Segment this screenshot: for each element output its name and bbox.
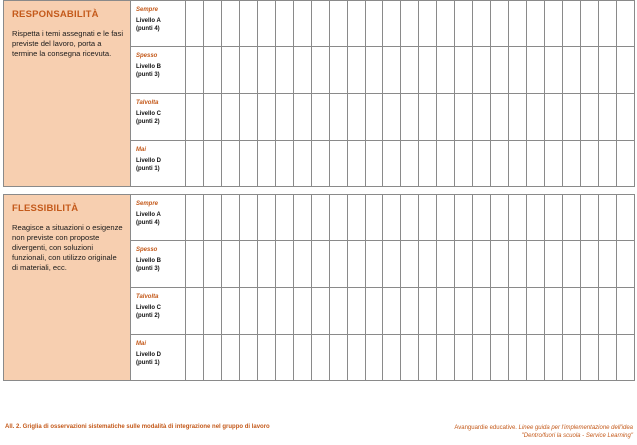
observation-cell[interactable] (455, 141, 473, 187)
observation-cell[interactable] (347, 47, 365, 94)
observation-cell[interactable] (186, 335, 204, 381)
observation-cell[interactable] (509, 288, 527, 335)
observation-cell[interactable] (598, 241, 616, 288)
observation-cell[interactable] (437, 47, 455, 94)
level-name: Livello A (136, 212, 161, 218)
observation-cell[interactable] (221, 94, 239, 141)
observation-cell[interactable] (239, 1, 257, 47)
observation-cell[interactable] (311, 47, 329, 94)
observation-cell[interactable] (186, 241, 204, 288)
observation-cell[interactable] (329, 1, 347, 47)
observation-cell[interactable] (203, 1, 221, 47)
level-points: (punti 2) (136, 313, 160, 319)
observation-cell[interactable] (365, 195, 383, 241)
criterion-description: Rispetta i temi assegnati e le fasi previste del lavoro, porta a termine la consegna ricevuta. (12, 29, 124, 58)
observation-cell[interactable] (221, 47, 239, 94)
observation-cell[interactable] (491, 288, 509, 335)
observation-cell[interactable] (616, 195, 634, 241)
observation-cell[interactable] (239, 141, 257, 187)
observation-cell[interactable] (527, 241, 545, 288)
observation-cell[interactable] (509, 47, 527, 94)
observation-cell[interactable] (545, 195, 563, 241)
observation-cell[interactable] (545, 94, 563, 141)
observation-cell[interactable] (563, 47, 581, 94)
footer-source-subtitle: "Dentro/fuori la scuola - Service Learning" (521, 433, 633, 439)
observation-cell[interactable] (527, 47, 545, 94)
criterion-cell (4, 195, 131, 381)
observation-cell[interactable] (203, 241, 221, 288)
observation-cell[interactable] (239, 195, 257, 241)
observation-cell[interactable] (383, 195, 401, 241)
observation-cell[interactable] (437, 141, 455, 187)
observation-cell[interactable] (186, 1, 204, 47)
observation-cell[interactable] (580, 47, 598, 94)
observation-cell[interactable] (365, 94, 383, 141)
observation-cell[interactable] (401, 94, 419, 141)
observation-cell[interactable] (221, 141, 239, 187)
observation-cell[interactable] (329, 141, 347, 187)
observation-cell[interactable] (491, 1, 509, 47)
observation-cell[interactable] (437, 1, 455, 47)
observation-cell[interactable] (293, 335, 311, 381)
observation-cell[interactable] (311, 1, 329, 47)
observation-cell[interactable] (401, 335, 419, 381)
observation-cell[interactable] (455, 47, 473, 94)
observation-cell[interactable] (275, 195, 293, 241)
observation-cell[interactable] (473, 47, 491, 94)
level-points: (punti 1) (136, 360, 160, 366)
observation-cell[interactable] (401, 288, 419, 335)
observation-cell[interactable] (598, 1, 616, 47)
observation-cell[interactable] (221, 241, 239, 288)
observation-cell[interactable] (257, 195, 275, 241)
observation-cell[interactable] (311, 241, 329, 288)
observation-cell[interactable] (293, 141, 311, 187)
observation-cell[interactable] (491, 94, 509, 141)
observation-cell[interactable] (311, 94, 329, 141)
observation-cell[interactable] (491, 241, 509, 288)
level-points: (punti 3) (136, 72, 160, 78)
observation-cell[interactable] (437, 288, 455, 335)
observation-cell[interactable] (239, 288, 257, 335)
observation-cell[interactable] (616, 1, 634, 47)
observation-cell[interactable] (401, 141, 419, 187)
observation-cell[interactable] (293, 1, 311, 47)
observation-cell[interactable] (545, 1, 563, 47)
observation-cell[interactable] (293, 288, 311, 335)
observation-cell[interactable] (491, 335, 509, 381)
observation-cell[interactable] (257, 241, 275, 288)
observation-cell[interactable] (509, 141, 527, 187)
observation-cell[interactable] (275, 94, 293, 141)
frequency-label: Sempre (136, 201, 159, 207)
observation-cell[interactable] (563, 195, 581, 241)
observation-cell[interactable] (616, 288, 634, 335)
observation-cell[interactable] (365, 141, 383, 187)
observation-cell[interactable] (311, 141, 329, 187)
observation-cell[interactable] (455, 94, 473, 141)
criterion-description: Reagisce a situazioni o esigenze non previste con proposte divergenti, con soluzioni funzionali, con utilizzo originale di materiali, ecc. (12, 223, 123, 272)
observation-cell[interactable] (293, 241, 311, 288)
observation-cell[interactable] (275, 335, 293, 381)
observation-cell[interactable] (257, 94, 275, 141)
observation-cell[interactable] (455, 195, 473, 241)
observation-cell[interactable] (221, 1, 239, 47)
observation-cell[interactable] (616, 141, 634, 187)
observation-cell[interactable] (365, 1, 383, 47)
observation-cell[interactable] (419, 94, 437, 141)
observation-cell[interactable] (473, 94, 491, 141)
footer-source-title: Linee guida per l'implementazione dell'idea (518, 425, 633, 431)
footer-caption: All. 2. Griglia di osservazioni sistematiche sulle modalità di integrazione nel gruppo di lavoro (5, 424, 270, 430)
observation-cell[interactable] (598, 141, 616, 187)
observation-cell[interactable] (563, 335, 581, 381)
observation-cell[interactable] (455, 288, 473, 335)
observation-cell[interactable] (419, 288, 437, 335)
observation-cell[interactable] (419, 195, 437, 241)
observation-cell[interactable] (473, 288, 491, 335)
observation-cell[interactable] (598, 195, 616, 241)
observation-cell[interactable] (473, 335, 491, 381)
observation-cell[interactable] (598, 288, 616, 335)
observation-cell[interactable] (527, 1, 545, 47)
observation-cell[interactable] (186, 195, 204, 241)
observation-cell[interactable] (239, 47, 257, 94)
observation-cell[interactable] (383, 47, 401, 94)
observation-cell[interactable] (347, 94, 365, 141)
observation-cell[interactable] (383, 241, 401, 288)
grid-row (4, 195, 635, 241)
frequency-label: Talvolta (136, 100, 159, 106)
observation-grid-responsabilita (3, 0, 635, 187)
observation-cell[interactable] (383, 94, 401, 141)
observation-cell[interactable] (527, 288, 545, 335)
observation-cell[interactable] (545, 241, 563, 288)
level-label-cell (131, 94, 186, 141)
observation-cell[interactable] (203, 195, 221, 241)
observation-cell[interactable] (491, 141, 509, 187)
observation-cell[interactable] (186, 141, 204, 187)
observation-cell[interactable] (419, 47, 437, 94)
observation-cell[interactable] (239, 335, 257, 381)
observation-cell[interactable] (293, 94, 311, 141)
level-label-cell (131, 195, 186, 241)
observation-cell[interactable] (221, 195, 239, 241)
observation-cell[interactable] (437, 335, 455, 381)
observation-cell[interactable] (509, 195, 527, 241)
observation-cell[interactable] (616, 241, 634, 288)
level-points: (punti 1) (136, 166, 160, 172)
observation-cell[interactable] (365, 241, 383, 288)
observation-cell[interactable] (455, 1, 473, 47)
level-name: Livello B (136, 258, 162, 264)
observation-cell[interactable] (598, 94, 616, 141)
frequency-label: Spesso (136, 53, 158, 59)
level-name: Livello D (136, 158, 162, 164)
observation-cell[interactable] (598, 335, 616, 381)
observation-cell[interactable] (203, 94, 221, 141)
observation-cell[interactable] (580, 241, 598, 288)
observation-cell[interactable] (563, 241, 581, 288)
observation-cell[interactable] (221, 335, 239, 381)
observation-cell[interactable] (365, 47, 383, 94)
level-name: Livello D (136, 352, 162, 358)
observation-cell[interactable] (203, 47, 221, 94)
criterion-title: FLESSIBILITÀ (12, 203, 79, 214)
observation-cell[interactable] (329, 288, 347, 335)
observation-cell[interactable] (401, 1, 419, 47)
observation-cell[interactable] (347, 141, 365, 187)
observation-cell[interactable] (455, 335, 473, 381)
observation-cell[interactable] (257, 1, 275, 47)
frequency-label: Mai (136, 341, 147, 347)
observation-cell[interactable] (329, 47, 347, 94)
observation-cell[interactable] (545, 288, 563, 335)
frequency-label: Sempre (136, 7, 159, 13)
level-points: (punti 4) (136, 220, 160, 226)
grid-row (4, 1, 635, 47)
observation-cell[interactable] (580, 1, 598, 47)
observation-cell[interactable] (616, 47, 634, 94)
observation-cell[interactable] (329, 195, 347, 241)
observation-cell[interactable] (419, 335, 437, 381)
level-name: Livello C (136, 111, 162, 117)
observation-cell[interactable] (347, 241, 365, 288)
level-name: Livello A (136, 18, 161, 24)
observation-cell[interactable] (401, 241, 419, 288)
observation-cell[interactable] (527, 94, 545, 141)
observation-cell[interactable] (563, 1, 581, 47)
observation-cell[interactable] (563, 288, 581, 335)
observation-cell[interactable] (275, 141, 293, 187)
observation-cell[interactable] (455, 241, 473, 288)
observation-cell[interactable] (347, 1, 365, 47)
level-label-cell (131, 141, 186, 187)
observation-cell[interactable] (186, 94, 204, 141)
observation-cell[interactable] (419, 141, 437, 187)
observation-cell[interactable] (383, 141, 401, 187)
observation-cell[interactable] (580, 335, 598, 381)
observation-cell[interactable] (509, 1, 527, 47)
level-name: Livello B (136, 64, 162, 70)
observation-cell[interactable] (311, 195, 329, 241)
observation-cell[interactable] (527, 141, 545, 187)
observation-cell[interactable] (257, 335, 275, 381)
observation-cell[interactable] (383, 1, 401, 47)
level-label-cell (131, 1, 186, 47)
observation-cell[interactable] (616, 94, 634, 141)
observation-cell[interactable] (580, 195, 598, 241)
criterion-title: RESPONSABILITÀ (12, 9, 99, 20)
observation-cell[interactable] (347, 195, 365, 241)
observation-cell[interactable] (383, 335, 401, 381)
observation-cell[interactable] (473, 141, 491, 187)
level-points: (punti 4) (136, 26, 160, 32)
observation-cell[interactable] (275, 1, 293, 47)
observation-cell[interactable] (563, 141, 581, 187)
observation-cell[interactable] (329, 94, 347, 141)
observation-cell[interactable] (257, 141, 275, 187)
observation-cell[interactable] (580, 141, 598, 187)
level-label-cell (131, 335, 186, 381)
level-label-cell (131, 288, 186, 335)
observation-cell[interactable] (491, 47, 509, 94)
observation-cell[interactable] (186, 288, 204, 335)
criterion-cell (4, 1, 131, 187)
observation-cell[interactable] (383, 288, 401, 335)
observation-cell[interactable] (473, 1, 491, 47)
observation-cell[interactable] (203, 141, 221, 187)
observation-cell[interactable] (186, 47, 204, 94)
observation-cell[interactable] (347, 335, 365, 381)
observation-cell[interactable] (275, 47, 293, 94)
observation-cell[interactable] (509, 335, 527, 381)
observation-cell[interactable] (275, 288, 293, 335)
observation-cell[interactable] (203, 288, 221, 335)
observation-cell[interactable] (257, 47, 275, 94)
observation-cell[interactable] (563, 94, 581, 141)
observation-cell[interactable] (275, 241, 293, 288)
frequency-label: Mai (136, 147, 147, 153)
observation-cell[interactable] (365, 288, 383, 335)
observation-cell[interactable] (257, 288, 275, 335)
observation-cell[interactable] (509, 241, 527, 288)
frequency-label: Spesso (136, 247, 158, 253)
observation-cell[interactable] (239, 94, 257, 141)
observation-cell[interactable] (329, 335, 347, 381)
observation-cell[interactable] (598, 47, 616, 94)
observation-cell[interactable] (580, 288, 598, 335)
observation-cell[interactable] (473, 195, 491, 241)
level-label-cell (131, 47, 186, 94)
level-label-cell (131, 241, 186, 288)
observation-cell[interactable] (239, 241, 257, 288)
observation-cell[interactable] (491, 195, 509, 241)
observation-cell[interactable] (437, 241, 455, 288)
observation-cell[interactable] (545, 335, 563, 381)
observation-cell[interactable] (329, 241, 347, 288)
observation-cell[interactable] (509, 94, 527, 141)
observation-cell[interactable] (419, 1, 437, 47)
observation-cell[interactable] (437, 195, 455, 241)
observation-cell[interactable] (401, 47, 419, 94)
observation-cell[interactable] (311, 288, 329, 335)
observation-cell[interactable] (347, 288, 365, 335)
observation-cell[interactable] (401, 195, 419, 241)
observation-cell[interactable] (203, 335, 221, 381)
observation-cell[interactable] (473, 241, 491, 288)
footer-source (454, 424, 633, 440)
level-points: (punti 3) (136, 266, 160, 272)
observation-cell[interactable] (293, 47, 311, 94)
observation-cell[interactable] (527, 195, 545, 241)
footer-source-prefix: Avanguardie educative. (454, 425, 517, 431)
observation-cell[interactable] (580, 94, 598, 141)
level-points: (punti 2) (136, 119, 160, 125)
observation-cell[interactable] (545, 47, 563, 94)
observation-cell[interactable] (437, 94, 455, 141)
level-name: Livello C (136, 305, 162, 311)
observation-cell[interactable] (221, 288, 239, 335)
observation-cell[interactable] (616, 335, 634, 381)
observation-cell[interactable] (419, 241, 437, 288)
observation-cell[interactable] (527, 335, 545, 381)
frequency-label: Talvolta (136, 294, 159, 300)
observation-cell[interactable] (293, 195, 311, 241)
observation-grid-flessibilita (3, 194, 635, 381)
observation-cell[interactable] (365, 335, 383, 381)
observation-cell[interactable] (311, 335, 329, 381)
observation-cell[interactable] (545, 141, 563, 187)
